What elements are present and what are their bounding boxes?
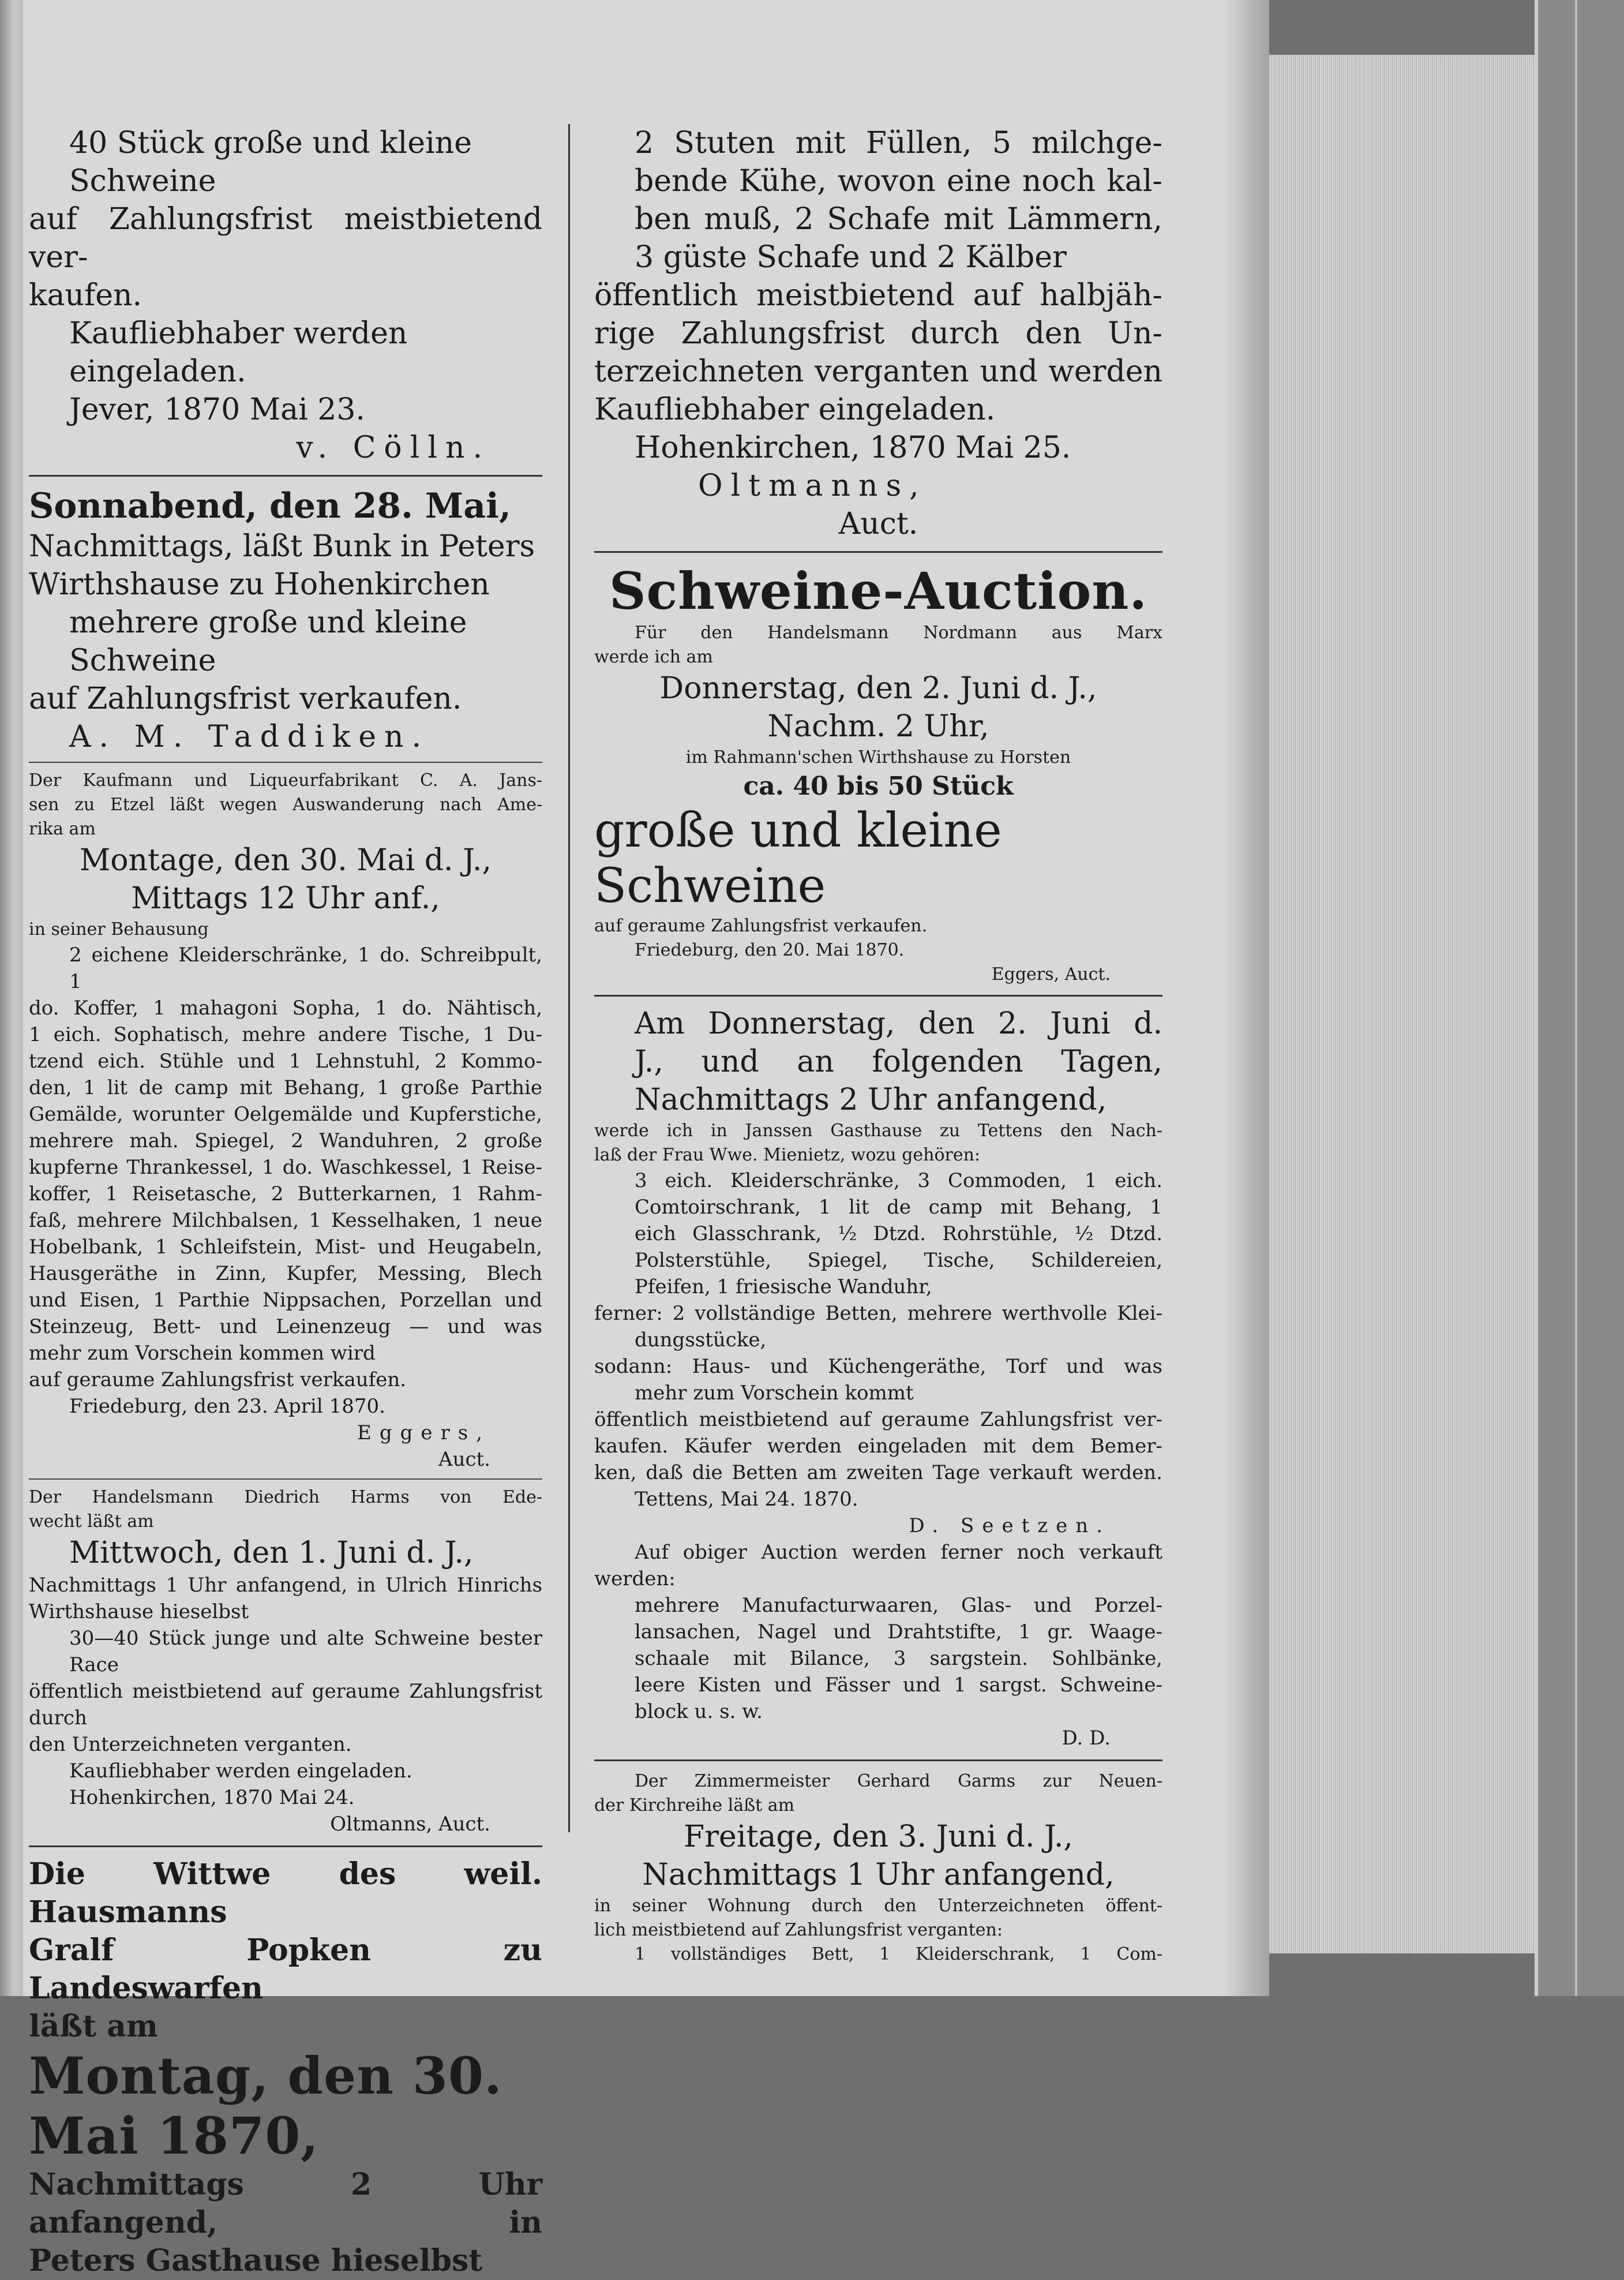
ad-line: in seiner Behausung <box>29 919 209 939</box>
ad-signature: Eggers, <box>357 1421 490 1444</box>
ad-garms-neuende <box>594 1769 1162 1967</box>
ad-item-line: do. Koffer, 1 mahagoni Sopha, 1 do. Nähtisch, <box>29 997 542 1020</box>
ad-line: Wirthshause hieselbst <box>29 1600 249 1623</box>
ad-line: mehr zum Vorschein kommt <box>635 1382 914 1405</box>
ad-line: dungsstücke, <box>635 1328 767 1351</box>
ad-line: sodann: Haus- und Küchengeräthe, Torf und was <box>594 1355 1162 1378</box>
ad-time: Mittags 12 Uhr anf., <box>131 881 440 916</box>
ad-signature: A. M. Taddiken. <box>69 720 430 754</box>
ad-item-line: Hausgeräthe in Zinn, Kupfer, Messing, Blech <box>29 1262 542 1285</box>
ad-line: mehrere große und kleine Schweine <box>69 605 467 678</box>
ad-janssen-etzel <box>29 769 542 1473</box>
ad-line: Race <box>69 1653 119 1676</box>
ad-separator <box>594 551 1162 553</box>
ad-line: kaufen. <box>29 278 142 313</box>
ad-item-line: Hobelbank, 1 Schleifstein, Mist- und Heugabeln, <box>29 1236 542 1259</box>
ad-line: werden: <box>594 1567 676 1590</box>
ad-line: Der Kaufmann und Liqueurfabrikant C. A. Jans- <box>29 770 542 791</box>
ad-item-line: den, 1 lit de camp mit Behang, 1 große Parthie <box>29 1076 542 1099</box>
ad-item-line: 2 eichene Kleiderschränke, 1 do. Schreibpult, 1 <box>69 944 542 993</box>
ad-dateline: Friedeburg, den 20. Mai 1870. <box>635 940 905 960</box>
ad-line: auf Zahlungsfrist verkaufen. <box>29 682 462 716</box>
ad-line: Kaufliebhaber werden eingeladen. <box>69 1759 412 1783</box>
ad-line: Peters Gasthause hieselbst <box>29 2243 483 2278</box>
ad-popken-landeswarfen <box>29 1855 542 2280</box>
ad-item-line: koffer, 1 Reisetasche, 2 Butterkarnen, 1 Rahm- <box>29 1182 542 1205</box>
book-cover <box>1535 0 1624 1996</box>
ad-signature: D. Seetzen. <box>909 1514 1111 1537</box>
ad-date: Montage, den 30. Mai d. J., <box>80 843 492 878</box>
ad-headline: Sonnabend, den 28. Mai, <box>29 486 511 526</box>
ad-line: 40 Stück große und kleine <box>69 126 472 160</box>
ad-line: 1 vollständiges Bett, 1 Kleiderschrank, 1 Com- <box>635 1944 1162 1964</box>
right-column <box>594 124 1162 1967</box>
ad-line: kaufen. Käufer werden eingeladen mit dem Bemer- <box>594 1435 1162 1458</box>
ad-item-line: Pfeifen, 1 friesische Wanduhr, <box>635 1275 932 1298</box>
ad-line: läßt am <box>29 2009 158 2044</box>
ad-line: rige Zahlungsfrist durch den Un- <box>594 316 1162 351</box>
ad-signature: Oltmanns, Auct. <box>330 1813 490 1836</box>
ad-item-line: schaale mit Bilance, 3 sargstein. Sohlbänke, <box>635 1647 1162 1670</box>
ad-item-line: kupferne Thrankessel, 1 do. Waschkessel, 1 Reise- <box>29 1156 542 1179</box>
ad-item-line: faß, mehrere Milchbalsen, 1 Kesselhaken, 1 neue <box>29 1209 542 1232</box>
ad-bunk-hohenkirchen <box>29 485 542 756</box>
ad-line: Der Zimmermeister Gerhard Garms zur Neuen- <box>635 1771 1162 1791</box>
ad-line: öffentlich meistbietend auf geraume Zahlungsfrist ver- <box>594 1408 1162 1431</box>
ad-line: den Unterzeichneten verganten. <box>29 1733 352 1756</box>
ad-line: Nachmittags 1 Uhr anfangend, in Ulrich Hinrichs <box>29 1574 542 1597</box>
ad-line: 2 Stuten mit Füllen, 5 milchge- <box>635 126 1162 160</box>
ad-line: Nachmittags 2 Uhr anfangend, <box>635 1083 1107 1117</box>
ad-line: auf geraume Zahlungsfrist verkaufen. <box>29 1368 407 1391</box>
ad-line: Kaufliebhaber eingeladen. <box>594 392 996 427</box>
ad-signature: v. Cölln. <box>296 430 490 465</box>
ad-item-line: Gemälde, worunter Oelgemälde und Kupferstiche, <box>29 1103 542 1126</box>
ad-item-line: block u. s. w. <box>635 1700 763 1723</box>
ad-item-line: Steinzeug, Bett- und Leinenzeug — und was <box>29 1315 542 1338</box>
column-divider <box>568 124 570 1832</box>
ad-line: werde ich in Janssen Gasthause zu Tettens den Nach- <box>594 1121 1162 1141</box>
ad-oltmanns-vieh <box>594 124 1162 543</box>
ad-line: öffentlich meistbietend auf halbjäh- <box>594 278 1162 313</box>
ad-line: wecht läßt am <box>29 1511 154 1532</box>
ad-seetzen-tettens <box>594 1005 1162 1751</box>
ad-line: auf Zahlungsfrist meistbietend ver- <box>29 202 542 275</box>
ad-item-line: Comtoirschrank, 1 lit de camp mit Behang, 1 <box>635 1196 1162 1219</box>
ad-schweine-auction <box>594 561 1162 987</box>
ad-dateline: Tettens, Mai 24. 1870. <box>635 1488 858 1511</box>
ad-item-line: mehr zum Vorschein kommen wird <box>29 1342 376 1365</box>
ad-item-line: 3 eich. Kleiderschränke, 3 Commoden, 1 eich. <box>635 1169 1162 1192</box>
ad-line: laß der Frau Wwe. Mienietz, wozu gehören: <box>594 1145 981 1165</box>
ad-headline: Schweine-Auction. <box>609 561 1147 621</box>
ad-line: Gralf Popken zu Landeswarfen <box>29 1933 542 2006</box>
ad-line: sen zu Etzel läßt wegen Auswanderung nach Ame- <box>29 795 542 815</box>
ad-signature: Oltmanns, <box>698 469 927 503</box>
page-block-edges <box>1269 55 1535 1953</box>
ad-line: ken, daß die Betten am zweiten Tage verkauft werden. <box>594 1461 1162 1484</box>
ad-line: ca. 40 bis 50 Stück <box>743 772 1014 801</box>
ad-line: Der Handelsmann Diedrich Harms von Ede- <box>29 1487 542 1507</box>
ad-line: ferner: 2 vollständige Betten, mehrere werthvolle Klei- <box>594 1302 1162 1325</box>
ad-line: Nachmittags 2 Uhr anfangend, in <box>29 2167 542 2240</box>
ad-item-line: eich Glasschrank, ½ Dtzd. Rohrstühle, ½ Dtzd. <box>635 1222 1162 1245</box>
ad-item-line: tzend eich. Stühle und 1 Lehnstuhl, 2 Kommo- <box>29 1050 542 1073</box>
ad-item-line: 1 eich. Sophatisch, mehre andere Tische, 1 Du- <box>29 1023 542 1046</box>
ad-dateline: Hohenkirchen, 1870 Mai 24. <box>69 1786 355 1809</box>
ad-line: Jever, 1870 Mai 23. <box>69 392 365 427</box>
ad-line: Wirthshause zu Hohenkirchen <box>29 567 490 602</box>
ad-item-line: Polsterstühle, Spiegel, Tische, Schildereien, <box>635 1249 1162 1272</box>
ad-line: Kaufliebhaber werden eingeladen. <box>69 316 408 389</box>
ad-title: Auct. <box>838 507 918 541</box>
ad-line: öffentlich meistbietend auf geraume Zahlungsfrist durch <box>29 1680 542 1729</box>
ad-line: bende Kühe, wovon eine noch kal- <box>635 164 1162 199</box>
page-gutter-shadow <box>1223 0 1269 1996</box>
ad-separator <box>594 995 1162 997</box>
left-column <box>29 124 542 2280</box>
ad-time: Nachm. 2 Uhr, <box>767 709 989 744</box>
ad-separator <box>594 1759 1162 1761</box>
ad-separator <box>29 1478 542 1480</box>
ad-line: Schweine <box>69 164 216 199</box>
ad-dateline: Hohenkirchen, 1870 Mai 25. <box>635 430 1071 465</box>
ad-line: 3 güste Schafe und 2 Kälber <box>635 240 1067 275</box>
ad-line: lich meistbietend auf Zahlungsfrist verganten: <box>594 1920 1003 1940</box>
ad-line: Die Wittwe des weil. Hausmanns <box>29 1856 542 1930</box>
ad-item-line: lansachen, Nagel und Drahtstifte, 1 gr. Waage- <box>635 1620 1162 1643</box>
ad-line: Für den Handelsmann Nordmann aus Marx <box>635 623 1162 643</box>
ad-dateline: Friedeburg, den 23. April 1870. <box>69 1395 385 1418</box>
ad-item-line: mehrere mah. Spiegel, 2 Wanduhren, 2 große <box>29 1129 542 1152</box>
ad-goods: große und kleine Schweine <box>594 803 1002 914</box>
ad-line: 30—40 Stück junge und alte Schweine bester <box>69 1627 542 1650</box>
ad-separator <box>29 762 542 763</box>
ad-line: ben muß, 2 Schafe mit Lämmern, <box>635 202 1162 237</box>
ad-line: der Kirchreihe läßt am <box>594 1795 795 1815</box>
ad-item-line: leere Kisten und Fässer und 1 sargst. Schweine- <box>635 1674 1162 1697</box>
ad-line: Nachmittags, läßt Bunk in Peters <box>29 529 535 564</box>
ad-date: Donnerstag, den 2. Juni d. J., <box>659 671 1097 706</box>
ad-line: Am Donnerstag, den 2. Juni d. <box>635 1006 1162 1041</box>
ad-date: Montag, den 30. Mai 1870, <box>29 2046 502 2166</box>
ad-separator <box>29 475 542 477</box>
ad-line: im Rahmann'schen Wirthshause zu Horsten <box>685 747 1071 768</box>
ad-line: terzeichneten verganten und werden <box>594 354 1162 389</box>
ad-title: Auct. <box>438 1448 490 1471</box>
ad-signature: Eggers, Auct. <box>991 964 1111 984</box>
ad-harms-edewecht <box>29 1485 542 1837</box>
ad-date: Mittwoch, den 1. Juni d. J., <box>69 1536 474 1570</box>
ad-item-line: und Eisen, 1 Parthie Nippsachen, Porzellan und <box>29 1289 542 1312</box>
ad-line: rika am <box>29 819 96 839</box>
facing-page-margin <box>0 0 23 1996</box>
ad-date: Freitage, den 3. Juni d. J., <box>684 1819 1073 1854</box>
cover-edge <box>1575 0 1577 1996</box>
ad-schweine-jever <box>29 124 542 467</box>
ad-line: J., und an folgenden Tagen, <box>635 1044 1162 1079</box>
ad-time: Nachmittags 1 Uhr anfangend, <box>642 1858 1115 1892</box>
ad-separator <box>29 1845 542 1847</box>
ad-line: auf geraume Zahlungsfrist verkaufen. <box>594 916 928 936</box>
ad-line: Auf obiger Auction werden ferner noch verkauft <box>635 1541 1162 1564</box>
ad-line: werde ich am <box>594 647 713 667</box>
ad-line: in seiner Wohnung durch den Unterzeichneten öffent- <box>594 1896 1162 1916</box>
ad-signature: D. D. <box>1062 1727 1111 1750</box>
ad-item-line: mehrere Manufacturwaaren, Glas- und Porzel- <box>635 1594 1162 1617</box>
